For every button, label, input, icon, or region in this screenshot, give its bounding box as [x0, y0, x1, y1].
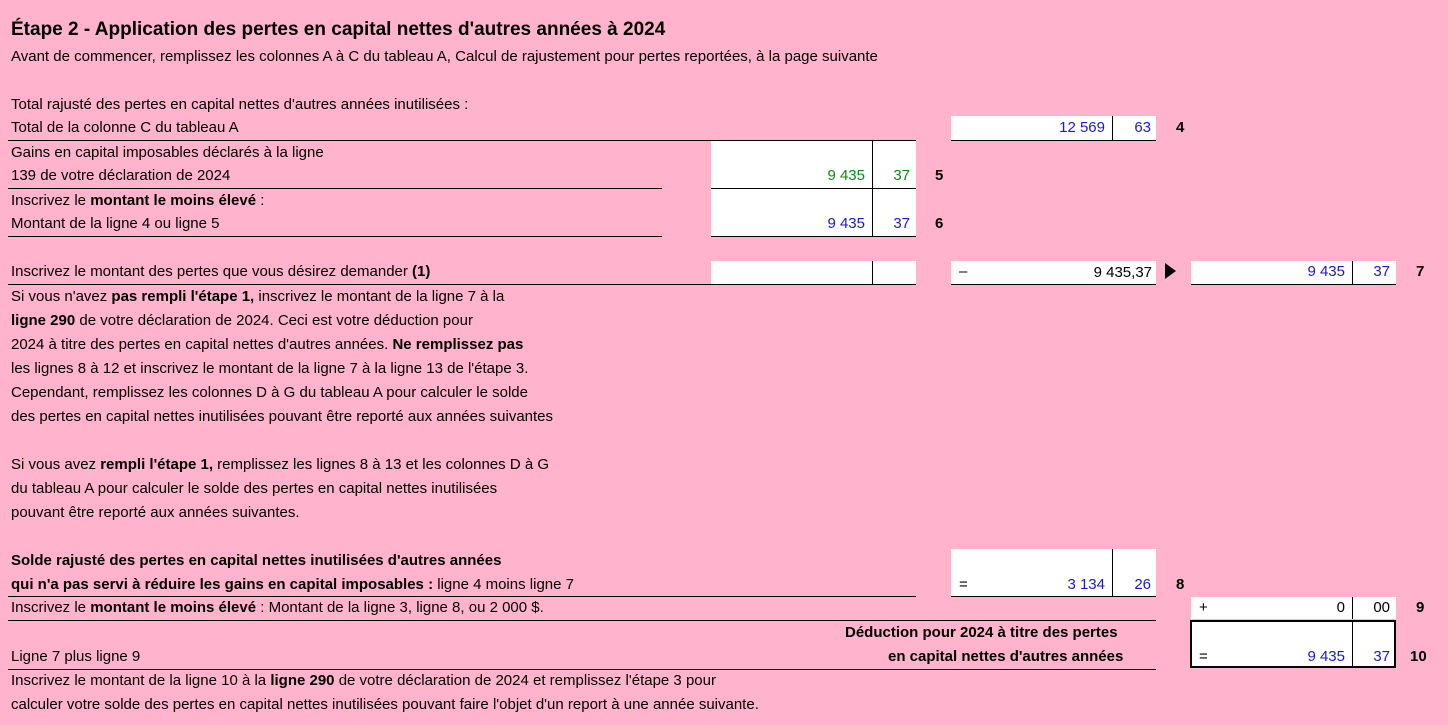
line7-cents: 37: [1373, 263, 1390, 280]
line6-label-b: Montant de la ligne 4 ou ligne 5: [11, 215, 220, 232]
line5-number: 5: [935, 167, 944, 184]
line4-intro: Total rajusté des pertes en capital nettes d'autres années inutilisées :: [11, 96, 469, 113]
line7-left-cents-divider: [872, 261, 873, 284]
line10-dollars: 9 435: [1307, 648, 1345, 665]
line4-field-underline: [951, 140, 1156, 141]
line8-equals-sign: =: [959, 576, 968, 593]
para1-line2: ligne 290 de votre déclaration de 2024. Ceci est votre déduction pour: [11, 312, 473, 329]
line4-dollars: 12 569: [1059, 119, 1105, 136]
line8-field-underline: [951, 596, 1156, 597]
para1-line3: 2024 à titre des pertes en capital nettes d'autres années. Ne remplissez pas: [11, 336, 524, 353]
line7-dollars: 9 435: [1307, 263, 1345, 280]
line4-cents: 63: [1134, 119, 1151, 136]
line5-dollars: 9 435: [827, 167, 865, 184]
line10-equals-sign: =: [1199, 648, 1208, 665]
line10-right-label-b: en capital nettes d'autres années: [888, 648, 1124, 665]
para1-line1: Si vous n'avez pas rempli l'étape 1, inscrivez le montant de la ligne 7 à la: [11, 288, 505, 305]
para2-line3: pouvant être reporté aux années suivantes.: [11, 504, 300, 521]
page-title: Étape 2 - Application des pertes en capital nettes d'autres années à 2024: [11, 19, 666, 40]
footer-line1: Inscrivez le montant de la ligne 10 à la ligne 290 de votre déclaration de 2024 et remplissez l'étape 3 pour: [11, 672, 716, 689]
line10-number: 10: [1410, 648, 1427, 665]
line10-cents: 37: [1373, 648, 1390, 665]
page-subtitle: Avant de commencer, remplissez les colonnes A à C du tableau A, Calcul de rajustement pour pertes reportées, à la page suivante: [11, 48, 878, 65]
line6-number: 6: [935, 215, 944, 232]
line8-label-b: qui n'a pas servi à réduire les gains en capital imposables : ligne 4 moins ligne 7: [11, 576, 574, 593]
line9-dollars: 0: [1336, 599, 1345, 616]
line6-underline: [8, 236, 662, 237]
para1-line5: Cependant, remplissez les colonnes D à G du tableau A pour calculer le solde: [11, 384, 528, 401]
line6-dollars: 9 435: [827, 215, 865, 232]
line5-label-b: 139 de votre déclaration de 2024: [11, 167, 231, 184]
line5-cents: 37: [893, 167, 910, 184]
line7-number: 7: [1416, 263, 1425, 280]
line4-label: Total de la colonne C du tableau A: [11, 119, 239, 136]
line10-right-label-a: Déduction pour 2024 à titre des pertes: [845, 624, 1118, 641]
line10-label: Ligne 7 plus ligne 9: [11, 648, 141, 665]
line5-underline: [8, 188, 662, 189]
line8-dollars: 3 134: [1067, 576, 1105, 593]
line6-cents: 37: [893, 215, 910, 232]
para2-line2: du tableau A pour calculer le solde des pertes en capital nettes inutilisées: [11, 480, 498, 497]
line6-label-a: Inscrivez le montant le moins élevé :: [11, 192, 265, 209]
line7-amount-input[interactable]: [1060, 262, 1152, 282]
footer-line2: calculer votre solde des pertes en capital nettes inutilisées pouvant faire l'objet d'un report à une année suivante.: [11, 696, 759, 713]
line8-number: 8: [1176, 576, 1185, 593]
line8-label-a: Solde rajusté des pertes en capital nettes inutilisées d'autres années: [11, 552, 502, 569]
line9-plus-sign: +: [1199, 599, 1208, 616]
line4-number: 4: [1176, 119, 1185, 136]
para1-line6: des pertes en capital nettes inutilisées pouvant être reporté aux années suivantes: [11, 408, 554, 425]
line7-left-field[interactable]: [711, 261, 916, 284]
line8-cents: 26: [1134, 576, 1151, 593]
para2-line1: Si vous avez rempli l'étape 1, remplissez les lignes 8 à 13 et les colonnes D à G: [11, 456, 549, 473]
line7-minus-sign: –: [959, 263, 968, 280]
line7-label: Inscrivez le montant des pertes que vous désirez demander (1): [11, 263, 431, 280]
line9-underline: [8, 620, 1156, 621]
para1-line4: les lignes 8 à 12 et inscrivez le montant de la ligne 7 à la ligne 13 de l'étape 3.: [11, 360, 529, 377]
line7-underline: [8, 284, 916, 285]
line7-entry-underline: [951, 284, 1156, 285]
line10-underline: [8, 669, 1156, 670]
line7-field-underline: [1191, 284, 1396, 285]
line9-cents: 00: [1373, 599, 1390, 616]
line8-underline: [8, 596, 916, 597]
line9-label: Inscrivez le montant le moins élevé : Montant de la ligne 3, ligne 8, ou 2 000 $.: [11, 599, 544, 616]
line5-label-a: Gains en capital imposables déclarés à la ligne: [11, 144, 324, 161]
line6-field-underline: [711, 236, 916, 237]
line9-number: 9: [1416, 599, 1425, 616]
line7-arrow-icon: [1165, 263, 1176, 279]
